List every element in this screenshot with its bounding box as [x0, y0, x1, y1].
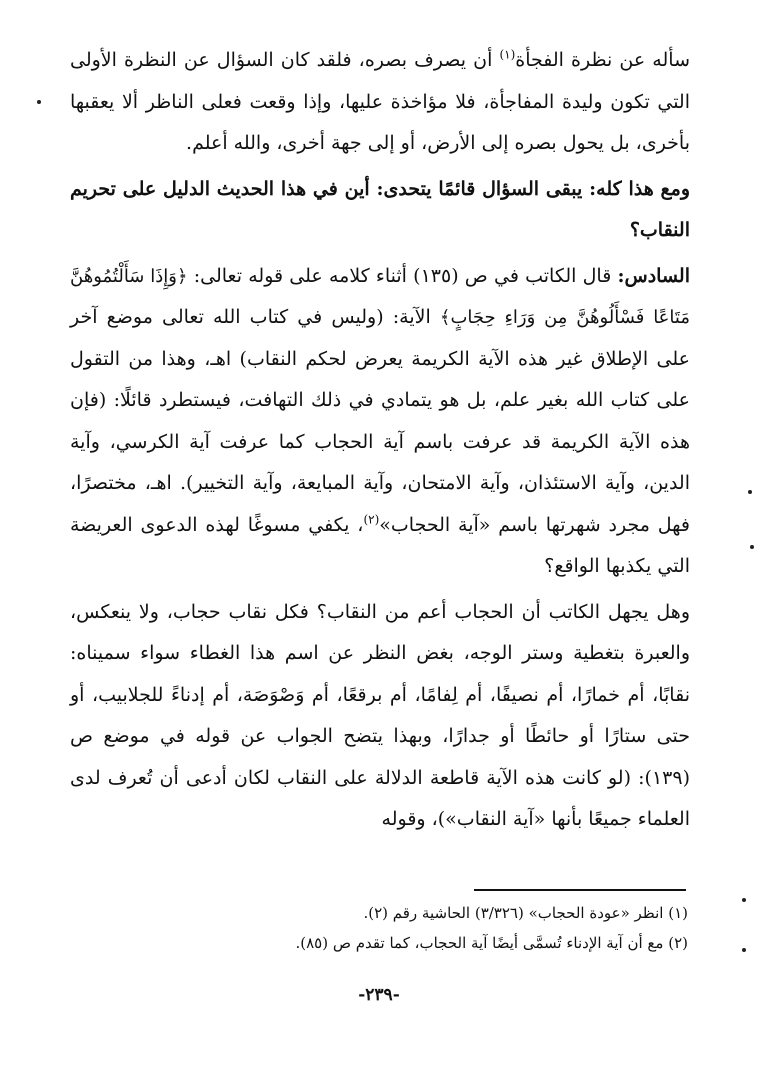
page-number: -٢٣٩- [358, 985, 400, 1005]
paragraph-3-text-a: قال الكاتب في ص (١٣٥) أثناء كلامه على قوله تعالى: [187, 264, 618, 287]
paragraph-3-text-b: الآية: (وليس في كتاب الله تعالى موضع آخر على الإطلاق غير هذه الآية الكريمة يعرض لحكم النقاب) اهـ، وهذا من التقول على كتاب الله بغير علم، بل هو يتمادي في ذلك التهافت، فيستطرد قائلًا: (فإن هذه الآية الكريمة قد عرفت باسم آية الحجاب كما عرفت آية الكرسي، وآية الدين، وآية الاستئذان، وآية الامتحان، وآية المبايعة، وآية التخيير). اهـ، مختصرًا، فهل مجرد شهرتها باسم «آية الحجاب» [70, 306, 690, 536]
scan-speck-4 [742, 948, 746, 952]
footnote-1-num: (١) [668, 904, 688, 922]
footnote-ref-2[interactable]: (٢) [363, 512, 380, 527]
paragraph-3 [70, 256, 690, 588]
paragraph-4: وهل يجهل الكاتب أن الحجاب أعم من النقاب؟ فكل نقاب حجاب، ولا ينعكس، والعبرة بتغطية وستر الوجه، بغض النظر عن اسم هذا الغطاء سواء سميناه: نقابًا، أم خمارًا، أم نصيفًا، أم لِفامًا، أم برقعًا، أم وَصْوَصَة، أم إدناءً للجلابيب، أو حتى ستارًا أو حائطًا أو جدارًا، وبهذا يتضح الجواب عن قوله في موضع ص (١٣٩): (لو كانت هذه الآية قاطعة الدلالة على النقاب لكان أدعى أن تُعرف لدى العلماء جميعًا بأنها «آية النقاب»)، وقوله [70, 600, 690, 830]
paragraph-3-text-c: ، يكفي مسوغًا لهذه الدعوى العريضة التي يكذبها الواقع؟ [70, 513, 690, 577]
scan-speck-3 [742, 898, 746, 902]
footnote-1 [70, 898, 688, 928]
footnote-divider [474, 889, 686, 891]
paragraph-1-text-a: سأله عن نظرة الفجأة [515, 49, 690, 71]
footnote-1-text: انظر «عودة الحجاب» (٣/٣٢٦) الحاشية رقم (٢). [363, 904, 664, 922]
scan-speck-2 [750, 545, 754, 549]
quran-verse: ﴿وَإِذَا سَأَلْتُمُوهُنَّ مَتَاعًا فَسْأَلُوهُنَّ مِن وَرَاءِ حِجَابٍ﴾ [70, 265, 690, 328]
footnote-ref-1[interactable]: (١) [499, 47, 516, 62]
paragraph-3-lead: السادس: [617, 264, 690, 287]
page-body [70, 40, 690, 841]
paragraph-1-text-b: أن يصرف بصره، فلقد كان السؤال عن النظرة الأولى التي تكون وليدة المفاجأة، فلا مؤاخذة عليها، وإذا وقعت فعلى الناظر ألا يعقبها بأخرى، بل يحول بصره إلى الأرض، أو إلى جهة أخرى، والله أعلم. [70, 49, 690, 154]
footnote-2-text: مع أن آية الإدناء تُسمَّى أيضًا آية الحجاب، كما تقدم ص (٨٥). [295, 934, 664, 952]
paragraph-2: ومع هذا كله: يبقى السؤال قائمًا يتحدى: أين في هذا الحديث الدليل على تحريم النقاب؟ [70, 177, 690, 241]
footnotes [70, 898, 688, 958]
scan-speck-1 [748, 490, 752, 494]
scan-speck-5 [37, 100, 41, 104]
footnote-2 [70, 928, 688, 958]
paragraph-1 [70, 40, 690, 165]
footnote-2-num: (٢) [668, 934, 688, 952]
